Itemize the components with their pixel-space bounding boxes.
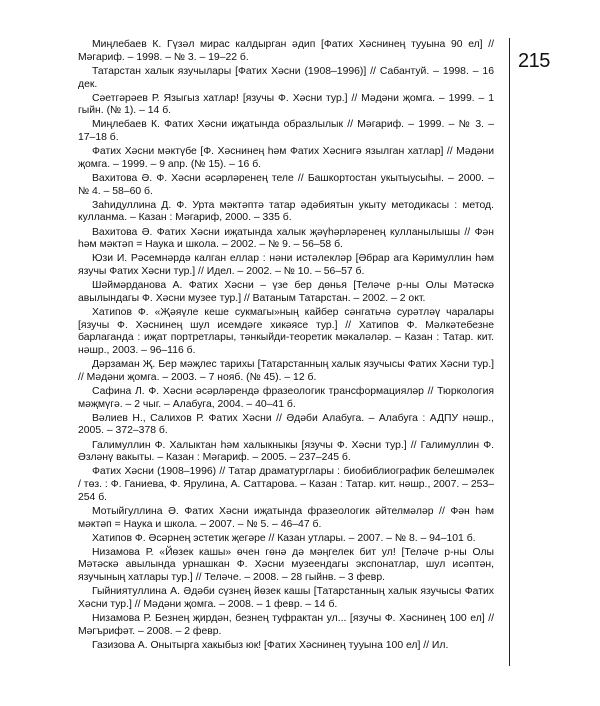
bibliography-entry: Галимуллин Ф. Халыктан һәм халыкныкы [язучы Ф. Хәсни тур.] // Галимуллин Ф. Әзләнү вакыты. – Казан : Мәгариф. – 2005. – 237–245 б. [78,439,494,464]
bibliography-entry: Мотыйгуллина Ә. Фатих Хәсни иҗатында фразеологик әйтелмәләр // Фән һәм мәктәп = Наука и школа. – 2007. – № 5. – 46–47 б. [78,505,494,530]
bibliography-entry: Гыйниятуллина А. Әдәби сүзнең йөзек кашы [Татарстанның халык язучысы Фатих Хәсни тур.] // Мәдәни җомга. – 2008. – 1 февр. – 14 б. [78,586,494,610]
bibliography-entry: Заһидуллина Д. Ф. Урта мәктәптә татар әдәбиятын укыту методикасы : метод. кулланма. – Казан : Мәгариф, 2000. – 335 б. [78,199,494,224]
bibliography-entry: Вахитова Ә. Фатих Хәсни иҗатында халык җәүһәрләренең кулланылышы // Фән һәм мәктәп = Наука и школа. – 2002. – № 9. – 56–58 б. [78,226,494,251]
bibliography-entry: Низамова Р. Безнең җирдән, безнең туфрактан ул... [язучы Ф. Хәснинең 100 ел] // Мәгърифәт. – 2008. – 2 февр. [78,613,494,637]
bibliography-entry: Юзи И. Рәсемнәрдә калган еллар : нәни истәлекләр [Әбрар ага Кәримуллин һәм язучы Фатих Хәсни тур.] // Идел. – 2002. – № 10. – 56–57 б. [78,253,494,278]
bibliography-entry: Сәетгәрәев Р. Языгыз хатлар! [язучы Ф. Хәсни тур.] // Мәдәни җомга. – 1999. – 1 гыйн. (№ 1). – 14 б. [78,92,494,117]
bibliography-entry: Миңлебаев К. Фатих Хәсни иҗатында образлылык // Мәгариф. – 1999. – № 3. – 17–18 б. [78,119,494,144]
bibliography-entry: Низамова Р. «Йөзек кашы» өчен гөнә дә мәңгелек бит ул! [Теләче р-ны Олы Мәтәскә авылында урнашкан Ф. Хәсни музеендагы экспонатлар, шул исәптән, язучының хатлары тур.] // Теләче. – 2008. – 28 гыйнв. – 3 февр. [78,546,494,584]
page-number: 215 [518,50,550,72]
bibliography-entry: Сафина Л. Ф. Хәсни әсәрләрендә фразеологик трансформацияләр // Тюркология мәҗмүгә. – 2 чыг. – Алабуга, 2004. – 40–41 б. [78,385,494,410]
bibliography-list [78,39,494,654]
bibliography-entry: Фатих Хәсни мәктүбе [Ф. Хәснинең һәм Фатих Хәснигә язылган хатлар] // Мәдәни җомга. – 1999. – 9 апр. (№ 15). – 16 б. [78,146,494,170]
bibliography-entry: Газизова А. Онытырга хакыбыз юк! [Фатих Хәснинең тууына 100 ел] // Ил. [92,639,449,651]
bibliography-entry: Вәлиев Н., Салихов Р. Фатих Хәсни // Әдәби Алабуга. – Алабуга : АДПУ нәшр., 2005. – 372–378 б. [78,412,494,437]
margin-divider [509,38,510,666]
bibliography-entry: Миңлебаев К. Гүзәл мирас калдырган әдип [Фатих Хәснинең тууына 90 ел] // Мәгариф. – 1998. – № 3. – 19–22 б. [78,39,494,63]
bibliography-entry: Дәрзаман Җ. Бер мәҗлес тарихы [Татарстанның халык язучысы Фатих Хәсни тур.] // Мәдәни җомга. – 2003. – 7 нояб. (№ 45). – 12 б. [78,359,494,383]
bibliography-entry: Хатипов Ф. Әсәрнең эстетик җегәре // Казан утлары. – 2007. – № 8. – 94–101 б. [92,532,476,544]
bibliography-entry: Хатипов Ф. «Җәяүле кеше сукмагы»ның кайбер сәнгатьчә сурәтләү чаралары [язучы Ф. Хәснинең шул исемдәге хикәясе тур.] // Хатипов Ф. Мәлкәтебезне барлаганда : иҗат портретлары, тәнкыйди-теоретик мәкаләләр. – Казан : Татар. кит. нәшр., 2003. – 96–116 б. [78,306,494,357]
bibliography-entry: Татарстан халык язучылары [Фатих Хәсни (1908–1996)] // Сабантуй. – 1998. – 16 дек. [78,65,494,90]
bibliography-entry: Вахитова Ә. Ф. Хәсни әсәрләренең теле // Башкортостан укытыусыһы. – 2000. – № 4. – 58–60 б. [78,172,494,197]
bibliography-entry: Шәймәрданова А. Фатих Хәсни – үзе бер дөнья [Теләче р-ны Олы Мәтәскә авылындагы Ф. Хәсни музее тур.] // Ватаным Татарстан. – 2002. – 2 окт. [78,280,494,304]
bibliography-entry: Фатих Хәсни (1908–1996) // Татар драматурглары : биобиблиографик белешмәлек / төз. : Ф. Ганиева, Ф. Ярулина, А. Саттарова. – Казан : Татар. кит. нәшр., 2007. – 253–254 б. [78,466,494,503]
